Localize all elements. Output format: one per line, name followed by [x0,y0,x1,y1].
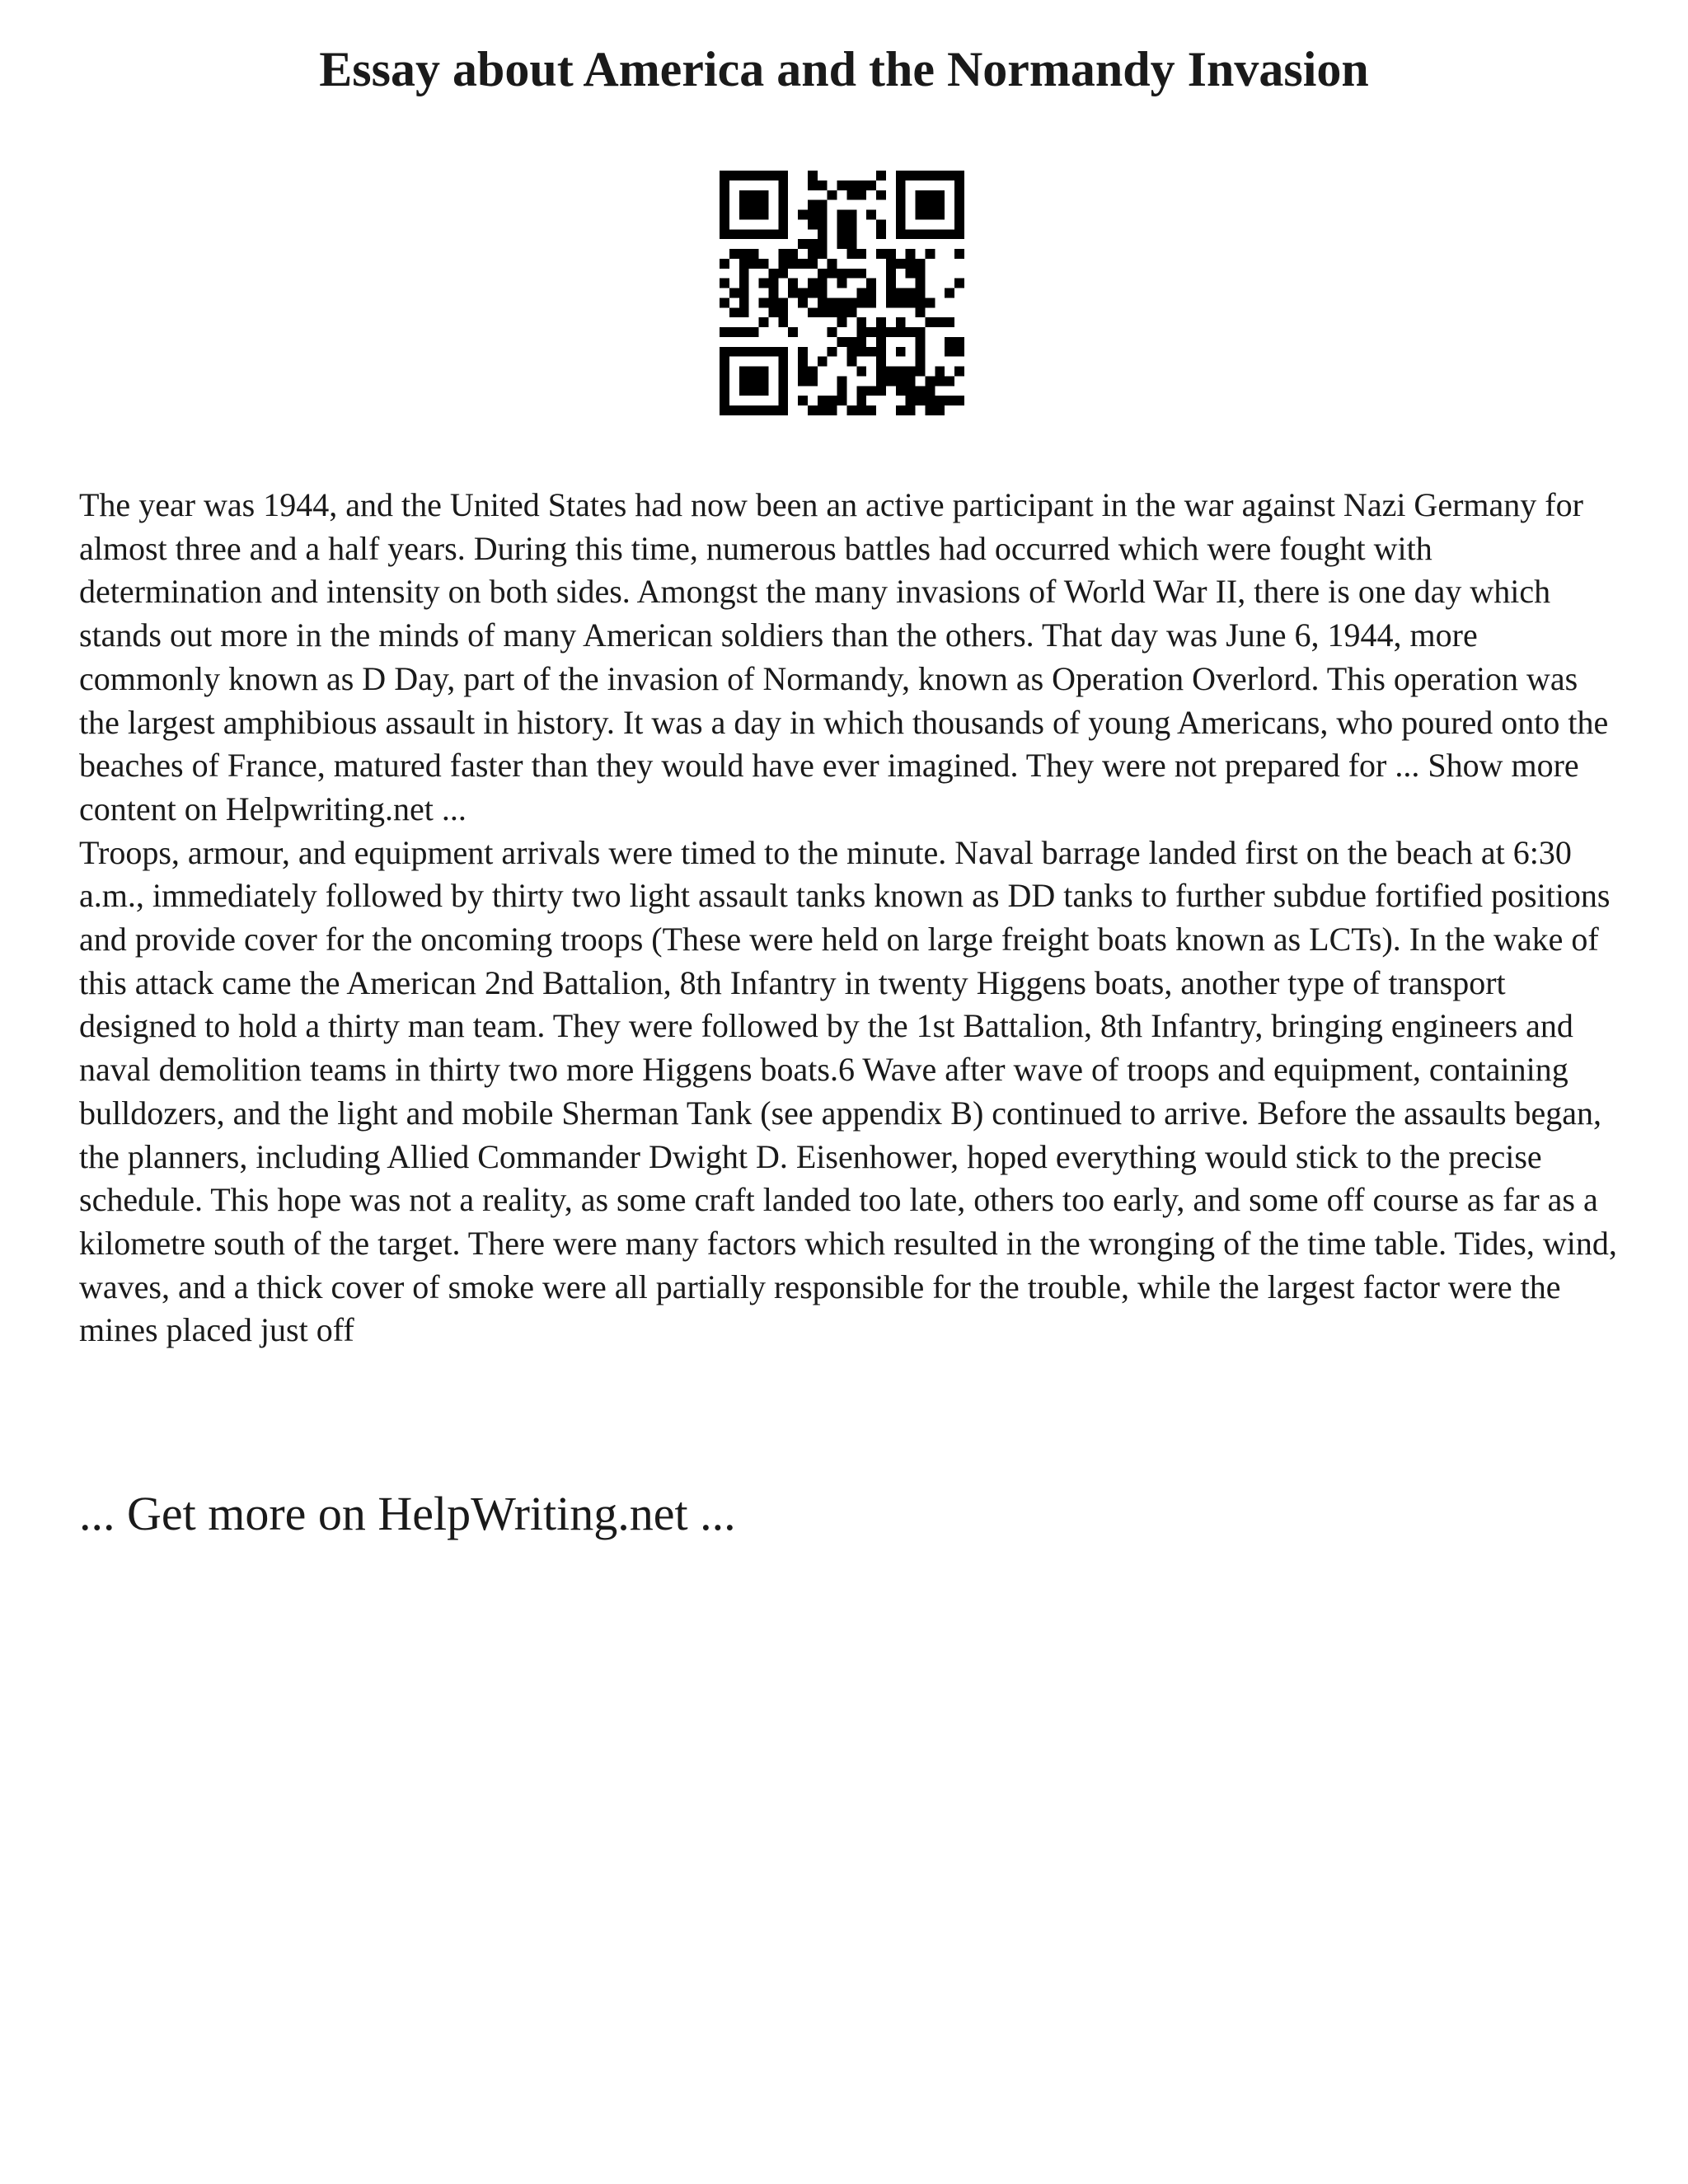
get-more-link[interactable]: ... Get more on HelpWriting.net ... [79,1487,736,1540]
qr-code-icon [720,171,964,415]
essay-paragraph-2: Troops, armour, and equipment arrivals were timed to the minute. Naval barrage landed first on the beach at 6:30 a.m., immediately followed by thirty two light assault tanks known as DD tanks to further subdue fortified positions and provide cover for the oncoming troops (These were held on large freight boats known as LCTs). In the wake of this attack came the American 2nd Battalion, 8th Infantry in twenty Higgens boats, another type of transport designed to hold a thirty man team. They were followed by the 1st Battalion, 8th Infantry, bringing engineers and naval demolition teams in thirty two more Higgens boats.6 Wave after wave of troops and equipment, containing bulldozers, and the light and mobile Sherman Tank (see appendix B) continued to arrive. Before the assaults began, the planners, including Allied Commander Dwight D. Eisenhower, hoped everything would stick to the precise schedule. This hope was not a reality, as some craft landed too late, others too early, and some off course as far as a kilometre south of the target. There were many factors which resulted in the wronging of the time table. Tides, wind, waves, and a thick cover of smoke were all partially responsible for the trouble, while the largest factor were the mines placed just off [79,833,1617,1349]
document-title: Essay about America and the Normandy Invasion [319,42,1369,96]
essay-paragraph-1: The year was 1944, and the United States had now been an active participant in the war against Nazi Germany for almost three and a half years. During this time, numerous battles had occurred which were fought with determination and intensity on both sides. Amongst the many invasions of World War II, there is one day which stands out more in the minds of many American soldiers than the others. That day was June 6, 1944, more commonly known as D Day, part of the invasion of Normandy, known as Operation Overlord. This operation was the largest amphibious assault in history. It was a day in which thousands of young Americans, who poured onto the beaches of France, matured faster than they would have ever imagined. They were not prepared for ... Show more content on Helpwriting.net ... [79,486,1609,827]
essay-body [79,484,1620,1352]
